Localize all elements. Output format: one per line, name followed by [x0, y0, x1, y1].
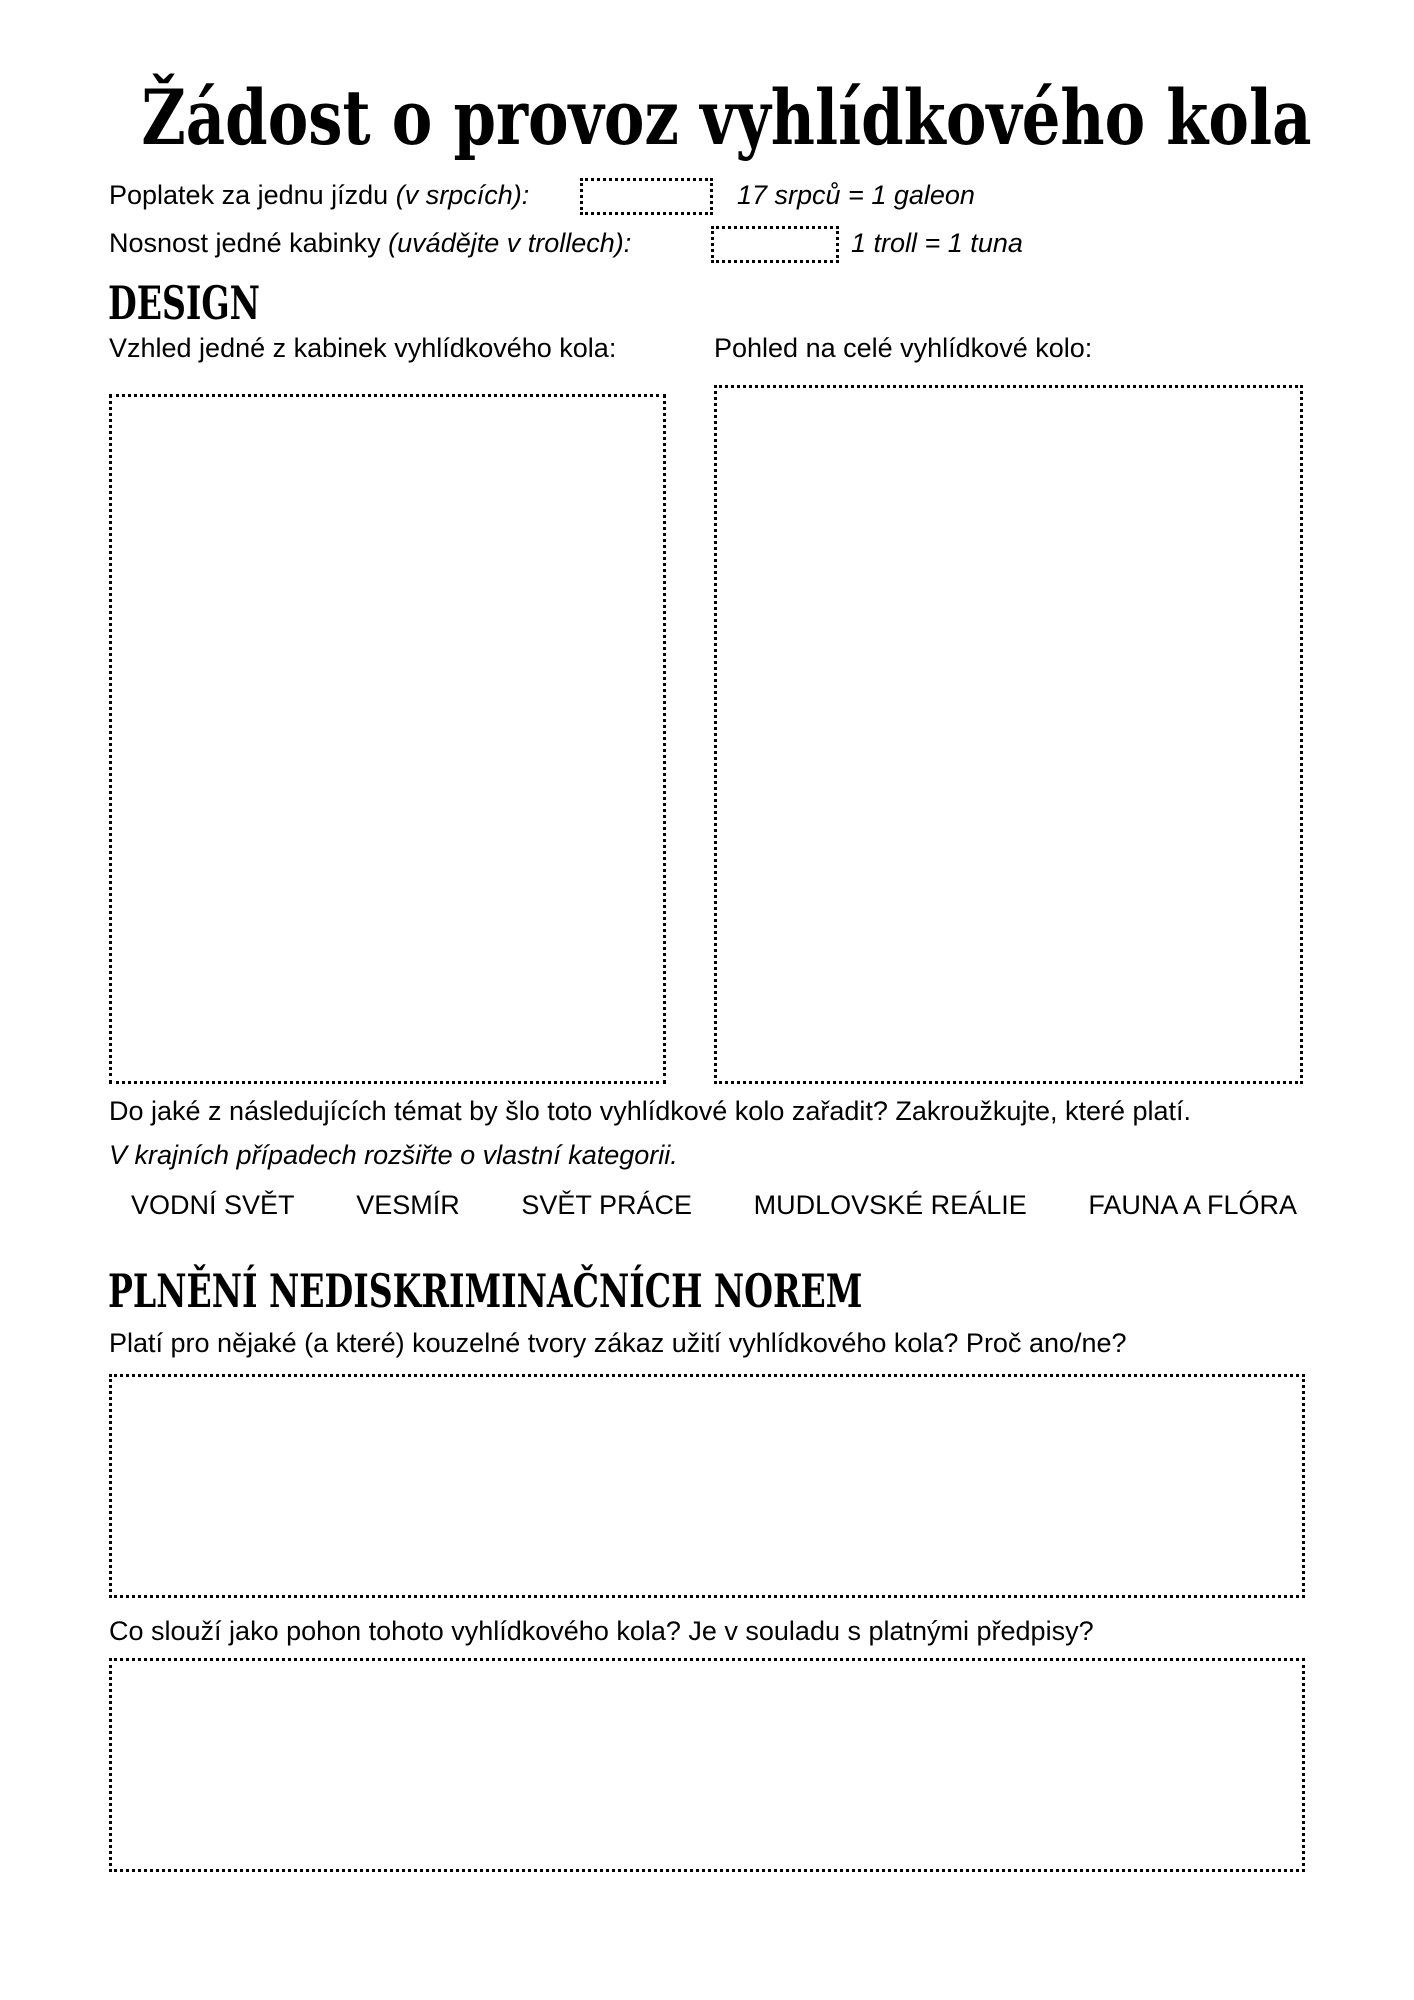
power-question: Co slouží jako pohon tohoto vyhlídkového kola? Je v souladu s platnými předpisy? [109, 1616, 1094, 1646]
norms-section-heading: PLNĚNÍ NEDISKRIMINAČNÍCH NOREM [108, 1264, 863, 1318]
theme-option-mudlovske-realie[interactable]: MUDLOVSKÉ REÁLIE [753, 1190, 1027, 1220]
capacity-label [109, 225, 631, 261]
page-title: Žádost o provoz vyhlídkového kola [141, 73, 1312, 162]
wheel-drawing-box[interactable] [714, 385, 1303, 1084]
fee-label [109, 177, 529, 213]
fee-label-unit: (v srpcích): [395, 180, 530, 210]
fee-hint: 17 srpců = 1 galeon [737, 180, 975, 210]
themes-question: Do jaké z následujících témat by šlo toto vyhlídkové kolo zařadit? Zakroužkujte, které platí. [109, 1096, 1192, 1126]
capacity-hint: 1 troll = 1 tuna [851, 228, 1023, 258]
theme-option-fauna-a-flora[interactable]: FAUNA A FLÓRA [1088, 1190, 1297, 1220]
cabin-drawing-box[interactable] [109, 394, 666, 1084]
power-answer-box[interactable] [109, 1658, 1305, 1872]
capacity-label-unit: (uvádějte v trollech): [388, 228, 632, 258]
creatures-question: Platí pro nějaké (a které) kouzelné tvory zákaz užití vyhlídkového kola? Proč ano/ne? [109, 1328, 1127, 1358]
theme-option-svet-prace[interactable]: SVĚT PRÁCE [521, 1190, 692, 1220]
cabin-drawing-label: Vzhled jedné z kabinek vyhlídkového kola: [109, 333, 617, 363]
wheel-drawing-label: Pohled na celé vyhlídkové kolo: [714, 333, 1093, 363]
fee-label-text: Poplatek za jednu jízdu [109, 180, 396, 210]
capacity-input[interactable] [711, 226, 839, 263]
theme-option-vodni-svet[interactable]: VODNÍ SVĚT [131, 1190, 295, 1220]
theme-option-vesmir[interactable]: VESMÍR [356, 1190, 460, 1220]
fee-input[interactable] [580, 178, 713, 215]
theme-options-row [109, 1187, 1305, 1223]
capacity-label-text: Nosnost jedné kabinky [109, 228, 389, 258]
creatures-answer-box[interactable] [109, 1374, 1305, 1598]
design-section-heading: DESIGN [108, 276, 260, 330]
themes-note: V krajních případech rozšiřte o vlastní kategorii. [109, 1140, 678, 1170]
